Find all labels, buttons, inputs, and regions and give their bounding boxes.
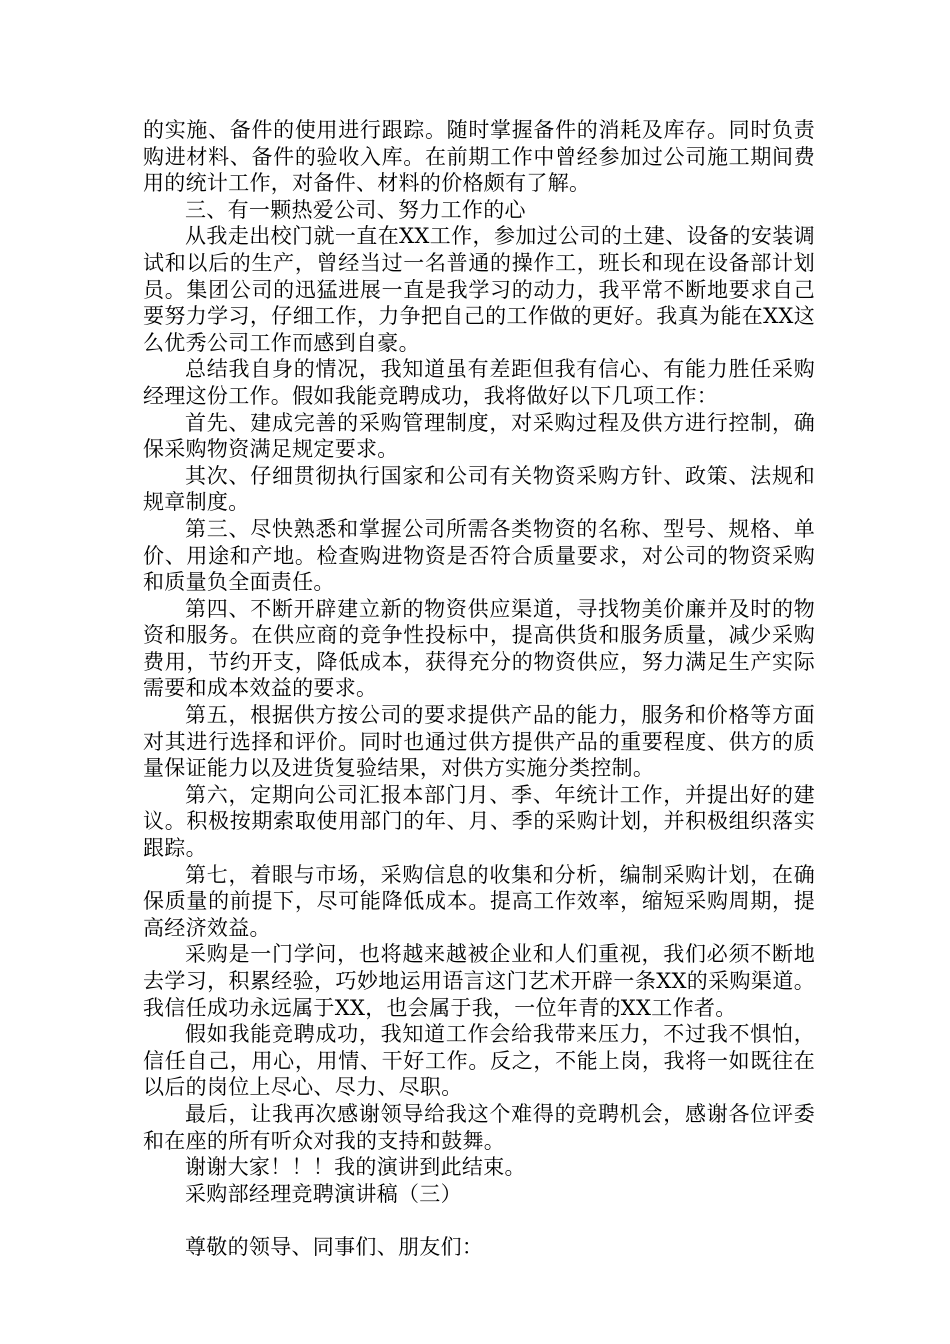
paragraph: 假如我能竞聘成功，我知道工作会给我带来压力，不过我不惧怕，信任自己，用心，用情、干好工作。反之，不能上岗，我将一如既往在以后的岗位上尽心、尽力、尽职。 xyxy=(143,1022,815,1100)
speech-title: 采购部经理竞聘演讲稿（三） xyxy=(185,1181,462,1206)
closing-line: 谢谢大家！！！我的演讲到此结束。 xyxy=(185,1155,526,1180)
paragraph: 第四、不断开辟建立新的物资供应渠道，寻找物美价廉并及时的物资和服务。在供应商的竞争性投标中，提高供货和服务质量，减少采购费用，节约开支，降低成本，获得充分的物资供应，努力满足生产实际需要和成本效益的要求。 xyxy=(143,596,815,701)
paragraph: 的实施、备件的使用进行跟踪。随时掌握备件的消耗及库存。同时负责购进材料、备件的验收入库。在前期工作中曾经参加过公司施工期间费用的统计工作，对备件、材料的价格颇有了解。 xyxy=(143,118,815,196)
paragraph: 最后，让我再次感谢领导给我这个难得的竞聘机会，感谢各位评委和在座的所有听众对我的支持和鼓舞。 xyxy=(143,1101,815,1153)
salutation: 尊敬的领导、同事们、朋友们： xyxy=(185,1234,484,1259)
paragraph: 第三、尽快熟悉和掌握公司所需各类物资的名称、型号、规格、单价、用途和产地。检查购进物资是否符合质量要求，对公司的物资采购和质量负全面责任。 xyxy=(143,516,815,595)
paragraph: 第六，定期向公司汇报本部门月、季、年统计工作，并提出好的建议。积极按期索取使用部门的年、月、季的采购计划，并积极组织落实跟踪。 xyxy=(143,782,815,861)
paragraph: 总结我自身的情况，我知道虽有差距但我有信心、有能力胜任采购经理这份工作。假如我能竞聘成功，我将做好以下几项工作： xyxy=(143,357,815,408)
blank-line xyxy=(143,1207,815,1234)
paragraph: 第五，根据供方按公司的要求提供产品的能力，服务和价格等方面对其进行选择和评价。同时也通过供方提供产品的重要程度、供方的质量保证能力以及进货复验结果，对供方实施分类控制。 xyxy=(143,703,815,781)
section-heading: 三、有一颗热爱公司、努力工作的心 xyxy=(185,197,526,222)
document-body xyxy=(143,117,815,1261)
paragraph: 采购是一门学问，也将越来越被企业和人们重视，我们必须不断地去学习，积累经验，巧妙地运用语言这门艺术开辟一条XX的采购渠道。我信任成功永远属于XX，也会属于我，一位年青的XX工作者。 xyxy=(143,942,815,1020)
paragraph: 首先、建成完善的采购管理制度，对采购过程及供方进行控制，确保采购物资满足规定要求。 xyxy=(143,410,815,462)
paragraph: 其次、仔细贯彻执行国家和公司有关物资采购方针、政策、法规和规章制度。 xyxy=(143,463,815,515)
paragraph: 第七，着眼与市场，采购信息的收集和分析，编制采购计划，在确保质量的前提下，尽可能降低成本。提高工作效率，缩短采购周期，提高经济效益。 xyxy=(143,862,815,940)
paragraph: 从我走出校门就一直在XX工作，参加过公司的土建、设备的安装调试和以后的生产，曾经当过一名普通的操作工，班长和现在设备部计划员。集团公司的迅猛进展一直是我学习的动力，我平常不断地要求自己要努力学习，仔细工作，力争把自己的工作做的更好。我真为能在XX这么优秀公司工作而感到自豪。 xyxy=(143,224,815,355)
